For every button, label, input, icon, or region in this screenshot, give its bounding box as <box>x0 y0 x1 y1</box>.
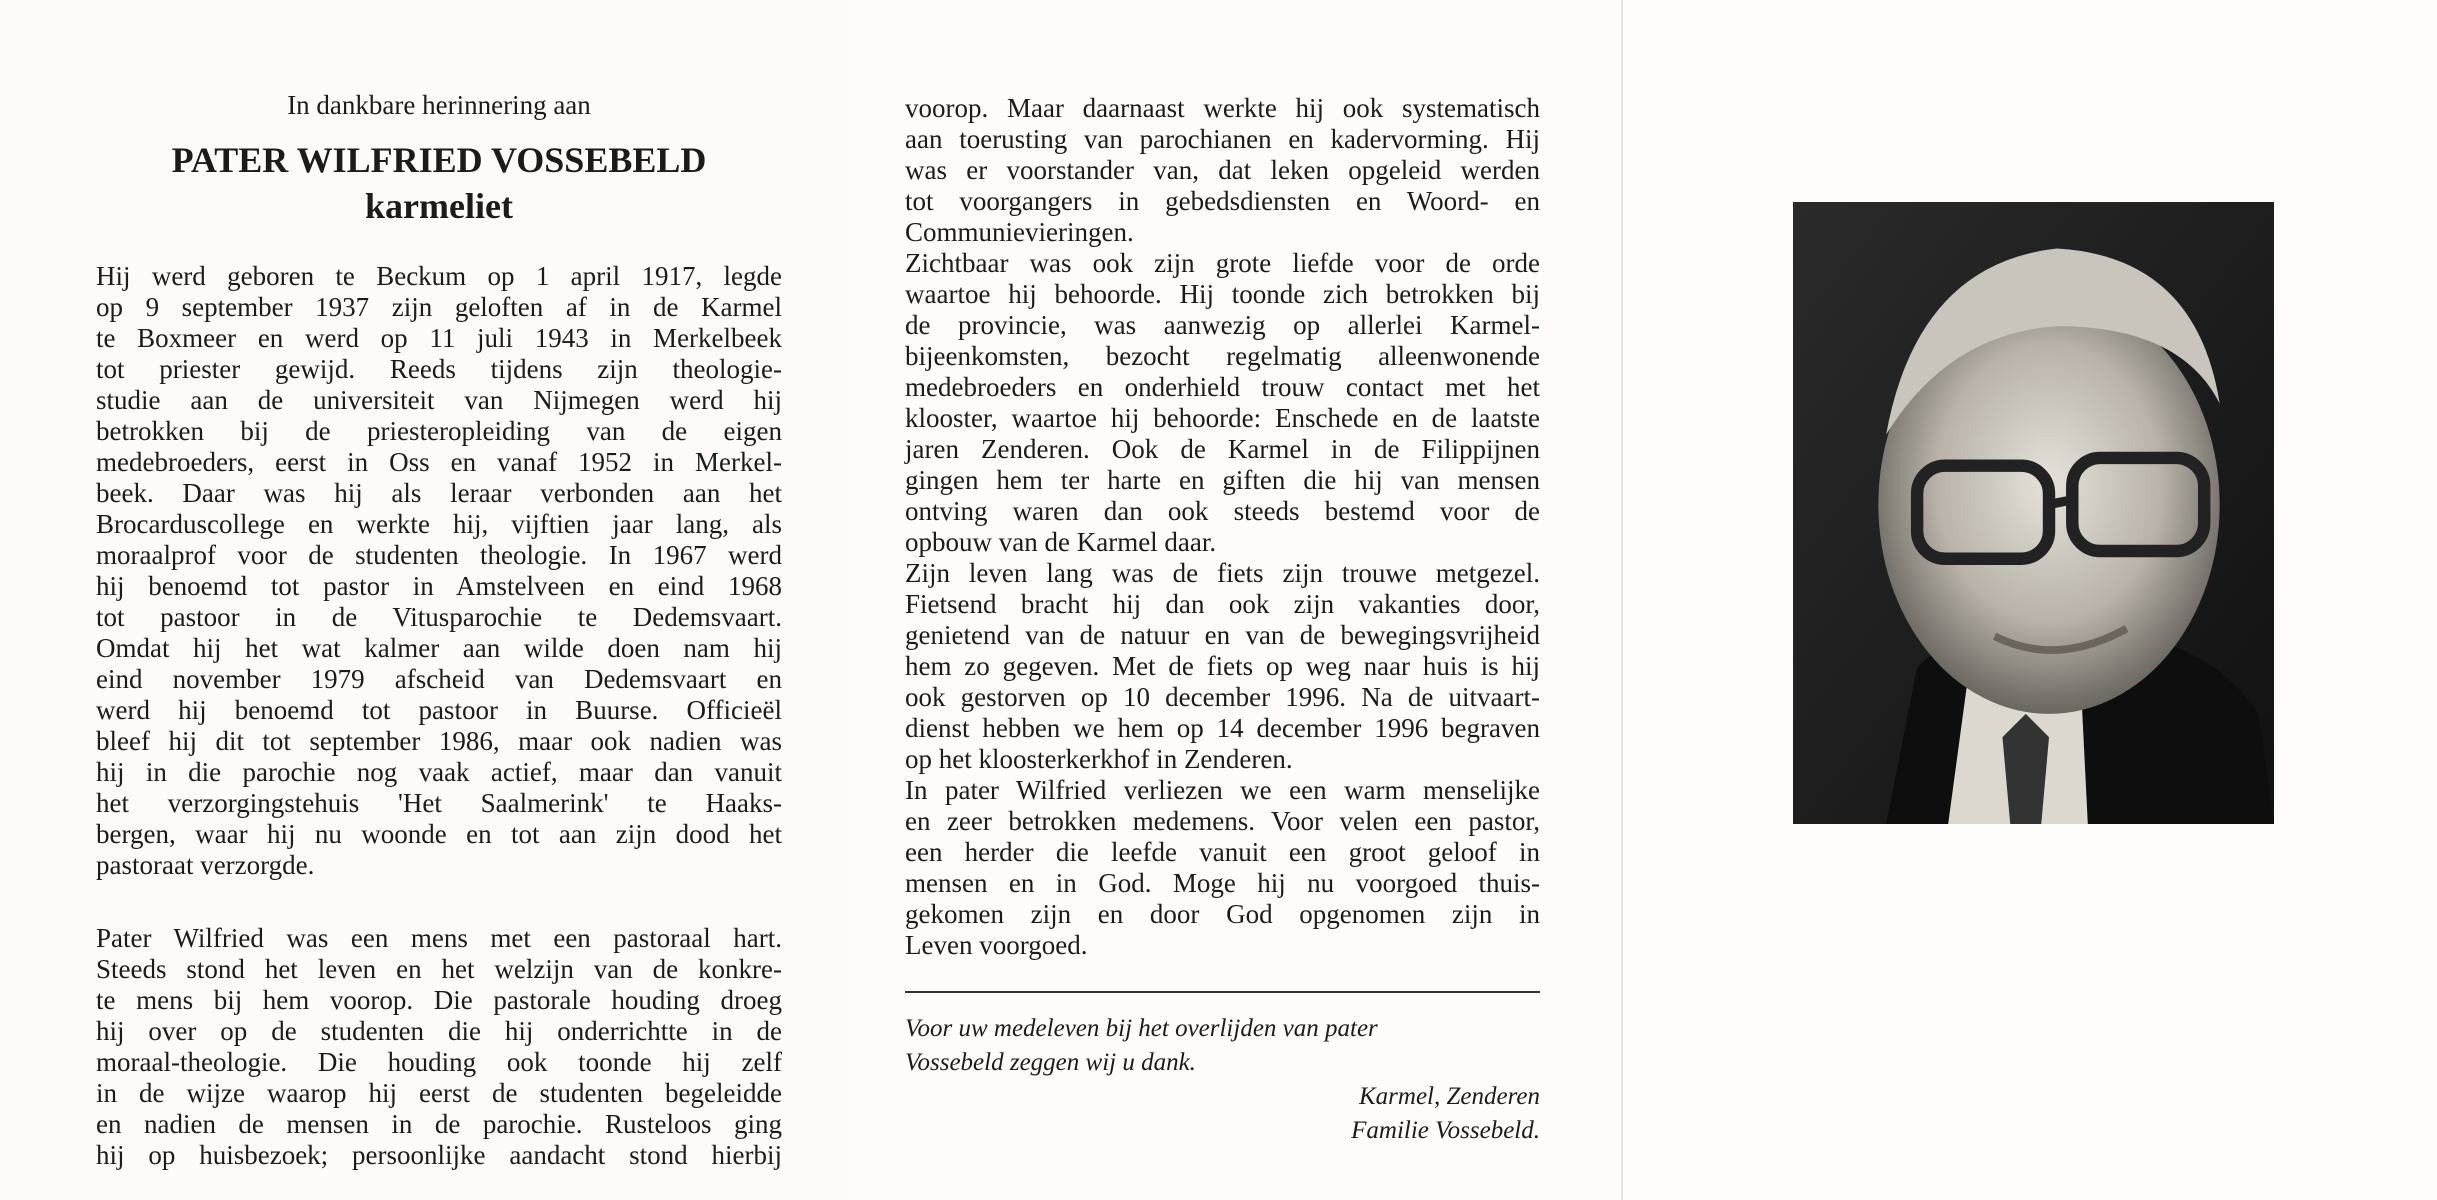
text-line: moraalprof voor de studenten theologie. In 1967 werd <box>96 540 782 570</box>
text-line: tot voorgangers in gebedsdiensten en Woord- en <box>905 186 1540 216</box>
biography-column-left <box>96 261 782 1171</box>
signature-family: Familie Vossebeld. <box>1351 1117 1540 1144</box>
text-line: waartoe hij behoorde. Hij toonde zich betrokken bij <box>905 279 1540 309</box>
text-line: Brocarduscollege en werkte hij, vijftien jaar lang, als <box>96 509 782 539</box>
text-line: ontving waren dan ook steeds bestemd voor de <box>905 496 1540 526</box>
text-line: opbouw van de Karmel daar. <box>905 527 1217 557</box>
text-line: op het kloosterkerkhof in Zenderen. <box>905 744 1293 774</box>
text-line: en nadien de mensen in de parochie. Rusteloos ging <box>96 1109 782 1139</box>
thanks-line-1: Voor uw medeleven bij het overlijden van pater <box>905 1015 1378 1042</box>
text-line: op 9 september 1937 zijn geloften af in de Karmel <box>96 292 782 322</box>
text-line: genietend van de natuur en van de bewegingsvrijheid <box>905 620 1540 650</box>
text-line: Hij werd geboren te Beckum op 1 april 1917, legde <box>96 261 782 291</box>
text-line: dienst hebben we hem op 14 december 1996 begraven <box>905 713 1540 743</box>
text-line: voorop. Maar daarnaast werkte hij ook systematisch <box>905 93 1540 123</box>
deceased-name: PATER WILFRIED VOSSEBELD <box>171 140 707 180</box>
paragraph-gap <box>96 881 782 923</box>
text-line: Communievieringen. <box>905 217 1134 247</box>
text-line: medebroeders en onderhield trouw contact met het <box>905 372 1540 402</box>
thanks-block <box>905 1012 1540 1148</box>
text-line: de provincie, was aanwezig op allerlei Karmel- <box>905 310 1540 340</box>
text-line: eind november 1979 afscheid van Dedemsvaart en <box>96 664 782 694</box>
text-line: hij over op de studenten die hij onderrichtte in de <box>96 1016 782 1046</box>
text-line: tot priester gewijd. Reeds tijdens zijn theologie- <box>96 354 782 384</box>
text-line: en zeer betrokken medemens. Voor velen een pastor, <box>905 806 1540 836</box>
text-line: Zijn leven lang was de fiets zijn trouwe metgezel. <box>905 558 1540 588</box>
text-line: Pater Wilfried was een mens met een pastoraal hart. <box>96 923 782 953</box>
text-line: Omdat hij het wat kalmer aan wilde doen nam hij <box>96 633 782 663</box>
text-line: tot pastoor in de Vitusparochie te Dedemsvaart. <box>96 602 782 632</box>
text-line: in de wijze waarop hij eerst de studenten begeleidde <box>96 1078 782 1108</box>
text-line: In pater Wilfried verliezen we een warm menselijke <box>905 775 1540 805</box>
middle-paragraph-3 <box>905 558 1540 775</box>
divider-line <box>905 991 1540 993</box>
text-line: gekomen zijn en door God opgenomen zijn in <box>905 899 1540 929</box>
text-line: studie aan de universiteit van Nijmegen werd hij <box>96 385 782 415</box>
card-fold-line <box>1621 0 1623 1200</box>
text-line: werd hij benoemd tot pastoor in Buurse. Officieël <box>96 695 782 725</box>
text-line: medebroeders, eerst in Oss en vanaf 1952 in Merkel- <box>96 447 782 477</box>
signature-karmel: Karmel, Zenderen <box>1359 1083 1540 1110</box>
text-line: het verzorgingstehuis 'Het Saalmerink' te Haaks- <box>96 788 782 818</box>
text-line: een herder die leefde vanuit een groot geloof in <box>905 837 1540 867</box>
text-line: aan toerusting van parochianen en kadervorming. Hij <box>905 124 1540 154</box>
text-line: beek. Daar was hij als leraar verbonden aan het <box>96 478 782 508</box>
biography-column-middle <box>905 93 1540 961</box>
portrait-image <box>1793 202 2274 824</box>
middle-paragraph-4 <box>905 775 1540 961</box>
text-line: hij op huisbezoek; persoonlijke aandacht stond hierbij <box>96 1140 782 1170</box>
text-line: Steeds stond het leven en het welzijn van de konkre- <box>96 954 782 984</box>
text-line: bleef hij dit tot september 1986, maar ook nadien was <box>96 726 782 756</box>
thanks-line-2: Vossebeld zeggen wij u dank. <box>905 1049 1196 1076</box>
text-line: jaren Zenderen. Ook de Karmel in de Filippijnen <box>905 434 1540 464</box>
text-line: te mens bij hem voorop. Die pastorale houding droeg <box>96 985 782 1015</box>
text-line: klooster, waartoe hij behoorde: Enschede en de laatste <box>905 403 1540 433</box>
text-line: Zichtbaar was ook zijn grote liefde voor de orde <box>905 248 1540 278</box>
text-line: betrokken bij de priesteropleiding van de eigen <box>96 416 782 446</box>
text-line: gingen hem ter harte en giften die hij van mensen <box>905 465 1540 495</box>
text-line: Fietsend bracht hij dan ook zijn vakanties door, <box>905 589 1540 619</box>
portrait-photo <box>1793 202 2274 824</box>
middle-paragraph-2 <box>905 248 1540 558</box>
text-line: bijeenkomsten, bezocht regelmatig alleenwonende <box>905 341 1540 371</box>
intro-text: In dankbare herinnering aan <box>287 90 591 120</box>
text-line: hij in die parochie nog vaak actief, maar dan vanuit <box>96 757 782 787</box>
left-paragraph-2 <box>96 923 782 1171</box>
text-line: ook gestorven op 10 december 1996. Na de uitvaart- <box>905 682 1540 712</box>
text-line: Leven voorgoed. <box>905 930 1088 960</box>
text-line: pastoraat verzorgde. <box>96 850 315 880</box>
text-line: mensen en in God. Moge hij nu voorgoed thuis- <box>905 868 1540 898</box>
middle-paragraph-1 <box>905 93 1540 248</box>
text-line: moraal-theologie. Die houding ook toonde hij zelf <box>96 1047 782 1077</box>
left-paragraph-1 <box>96 261 782 881</box>
text-line: te Boxmeer en werd op 11 juli 1943 in Merkelbeek <box>96 323 782 353</box>
text-line: hem zo gegeven. Met de fiets op weg naar huis is hij <box>905 651 1540 681</box>
text-line: bergen, waar hij nu woonde en tot aan zijn dood het <box>96 819 782 849</box>
text-line: hij benoemd tot pastor in Amstelveen en eind 1968 <box>96 571 782 601</box>
religious-order: karmeliet <box>365 186 513 226</box>
text-line: was er voorstander van, dat leken opgeleid werden <box>905 155 1540 185</box>
